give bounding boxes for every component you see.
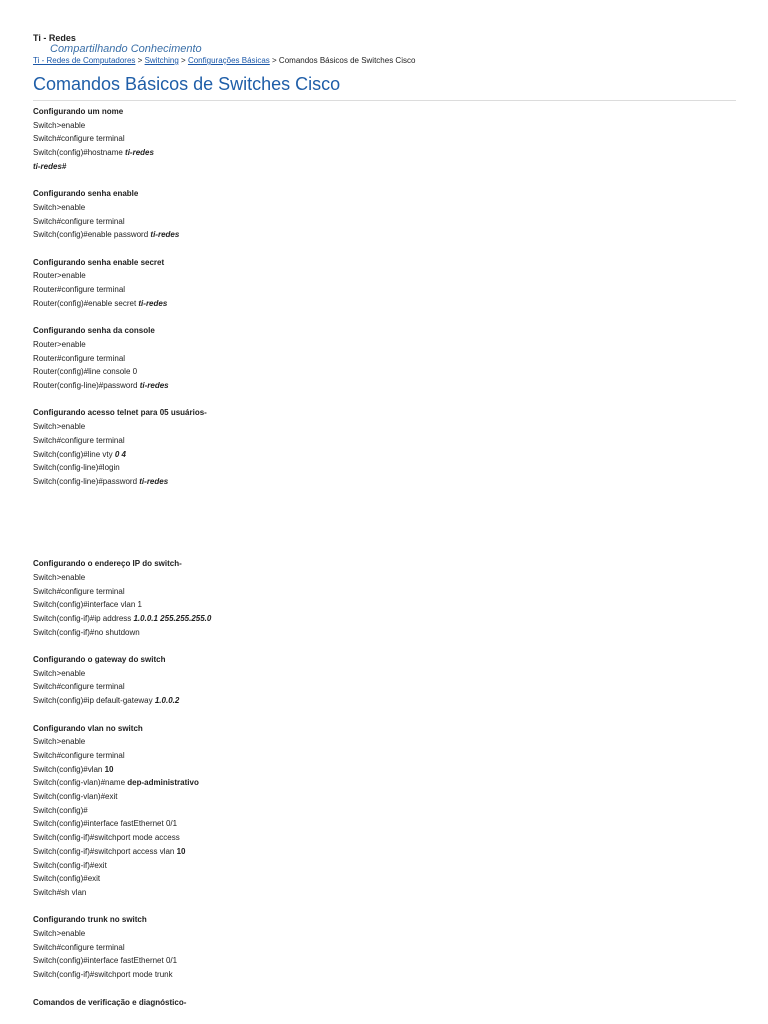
command-line (33, 215, 736, 229)
command-section (33, 406, 736, 488)
command-line (33, 804, 736, 818)
command-text: Router(config-line)#password (33, 381, 140, 391)
section-spacer (33, 311, 736, 325)
command-text: Switch(config-vlan)#name (33, 778, 128, 788)
command-line (33, 667, 736, 681)
command-line (33, 420, 736, 434)
section-spacer (33, 489, 736, 558)
command-line (33, 119, 736, 133)
command-line (33, 763, 736, 777)
command-line (33, 776, 736, 790)
breadcrumb-link-config-basicas[interactable]: Configurações Básicas (187, 56, 270, 65)
command-section (33, 996, 736, 1010)
section-spacer (33, 639, 736, 653)
command-section (33, 722, 736, 900)
command-line (33, 352, 736, 366)
command-text: Switch#configure terminal (33, 750, 125, 760)
command-text: Router>enable (33, 271, 86, 281)
command-text: Router#configure terminal (33, 353, 126, 363)
command-line (33, 269, 736, 283)
command-argument: 10 (176, 846, 186, 856)
command-argument: ti-redes# (33, 161, 67, 171)
command-argument: ti-redes (139, 381, 169, 391)
command-line (33, 365, 736, 379)
breadcrumb-link-home[interactable]: Ti - Redes de Computadores (33, 56, 136, 65)
command-argument: ti-redes (138, 298, 168, 308)
command-line (33, 461, 736, 475)
command-text: Router#configure terminal (33, 285, 126, 295)
command-text: Switch>enable (33, 929, 86, 939)
section-spacer (33, 242, 736, 256)
site-title: Ti - Redes (33, 33, 76, 43)
command-section (33, 256, 736, 311)
command-line (33, 790, 736, 804)
command-text: Switch(config-line)#password (33, 476, 140, 486)
command-line (33, 749, 736, 763)
section-spacer (33, 900, 736, 914)
section-title: Configurando o endereço IP do switch- (33, 559, 182, 569)
section-title: Configurando um nome (33, 107, 124, 116)
command-text: Router>enable (33, 339, 86, 349)
section-spacer (33, 174, 736, 188)
command-argument: 0 4 (114, 449, 126, 459)
command-line (33, 626, 736, 640)
command-line (33, 817, 736, 831)
section-spacer (33, 393, 736, 407)
command-text: Switch(config-if)#switchport access vlan (33, 846, 177, 856)
command-line (33, 927, 736, 941)
command-text: Switch(config-vlan)#exit (33, 792, 118, 802)
section-title: Configurando senha da console (33, 326, 155, 336)
section-title: Configurando o gateway do switch (33, 655, 166, 665)
command-text: Router(config)#enable secret (33, 298, 139, 308)
command-line (33, 831, 736, 845)
command-argument: dep-administrativo (127, 778, 199, 788)
section-spacer (33, 708, 736, 722)
command-text: Switch#sh vlan (33, 887, 87, 897)
command-line (33, 297, 736, 311)
command-line (33, 735, 736, 749)
command-text: Switch(config)#enable password (33, 230, 151, 240)
breadcrumb-separator: > (137, 56, 143, 65)
command-line (33, 448, 736, 462)
command-line (33, 338, 736, 352)
title-divider (33, 100, 736, 101)
command-line (33, 859, 736, 873)
command-text: Switch(config)#ip default-gateway (33, 696, 155, 706)
command-line (33, 434, 736, 448)
command-line (33, 694, 736, 708)
command-argument: 1.0.0.1 255.255.255.0 (133, 613, 212, 623)
command-section (33, 105, 736, 174)
command-line (33, 283, 736, 297)
breadcrumb-current: Comandos Básicos de Switches Cisco (278, 56, 416, 65)
command-argument: ti-redes (139, 476, 169, 486)
command-line (33, 941, 736, 955)
command-text: Switch(config-line)#login (33, 463, 120, 473)
command-text: Switch>enable (33, 668, 86, 678)
site-tagline: Compartilhando Conhecimento (50, 43, 202, 55)
breadcrumb (33, 55, 736, 66)
command-text: Switch>enable (33, 422, 86, 432)
section-title: Configurando senha enable secret (33, 257, 165, 267)
command-section (33, 913, 736, 982)
command-line (33, 612, 736, 626)
command-section (33, 557, 736, 639)
section-title: Comandos de verificação e diagnóstico- (33, 997, 187, 1007)
command-argument: 1.0.0.2 (154, 696, 180, 706)
command-text: Switch(config)#line vty (33, 449, 115, 459)
document-page (33, 33, 736, 1009)
command-text: Switch(config)#interface fastEthernet 0/1 (33, 956, 178, 966)
section-title: Configurando trunk no switch (33, 915, 147, 925)
command-section (33, 653, 736, 708)
command-text: Switch(config)#interface fastEthernet 0/1 (33, 819, 178, 829)
command-text: Switch(config)#hostname (33, 148, 126, 158)
command-text: Switch>enable (33, 572, 86, 582)
command-text: Switch>enable (33, 120, 86, 130)
command-text: Switch(config-if)#no shutdown (33, 627, 140, 637)
command-line (33, 201, 736, 215)
command-line (33, 571, 736, 585)
section-title: Configurando acesso telnet para 05 usuários- (33, 408, 207, 418)
command-text: Switch>enable (33, 737, 86, 747)
command-text: Switch#configure terminal (33, 435, 125, 445)
command-text: Switch(config)# (33, 805, 88, 815)
section-title: Configurando vlan no switch (33, 723, 143, 733)
command-text: Switch(config)#exit (33, 874, 101, 884)
command-line (33, 886, 736, 900)
command-text: Switch>enable (33, 202, 86, 212)
command-text: Switch(config)#vlan (33, 764, 105, 774)
command-argument: ti-redes (150, 230, 180, 240)
command-text: Router(config)#line console 0 (33, 367, 138, 377)
command-text: Switch(config-if)#switchport mode access (33, 833, 180, 843)
command-argument: ti-redes (125, 148, 154, 158)
command-line (33, 598, 736, 612)
command-line (33, 585, 736, 599)
command-argument: 10 (104, 764, 114, 774)
breadcrumb-separator: > (181, 56, 186, 65)
command-text: Switch#configure terminal (33, 942, 125, 952)
breadcrumb-link-switching[interactable]: Switching (144, 56, 179, 65)
command-line (33, 845, 736, 859)
command-text: Switch#configure terminal (33, 216, 125, 226)
command-section (33, 187, 736, 242)
command-line (33, 475, 736, 489)
command-text: Switch#configure terminal (33, 586, 125, 596)
command-line (33, 228, 736, 242)
command-text: Switch(config-if)#ip address (33, 613, 134, 623)
command-text: Switch#configure terminal (33, 682, 125, 692)
command-line (33, 132, 736, 146)
command-line (33, 680, 736, 694)
command-line (33, 379, 736, 393)
command-section (33, 324, 736, 393)
command-line (33, 954, 736, 968)
article-content (33, 105, 736, 1009)
command-text: Switch(config-if)#exit (33, 860, 107, 870)
section-title: Configurando senha enable (33, 189, 139, 199)
command-line (33, 160, 736, 174)
command-text: Switch(config)#interface vlan 1 (33, 600, 142, 610)
command-text: Switch(config-if)#switchport mode trunk (33, 970, 173, 980)
section-spacer (33, 982, 736, 996)
command-line (33, 968, 736, 982)
breadcrumb-separator: > (272, 56, 277, 65)
command-line (33, 146, 736, 160)
page-title: Comandos Básicos de Switches Cisco (33, 74, 341, 94)
command-line (33, 872, 736, 886)
command-text: Switch#configure terminal (33, 134, 125, 144)
